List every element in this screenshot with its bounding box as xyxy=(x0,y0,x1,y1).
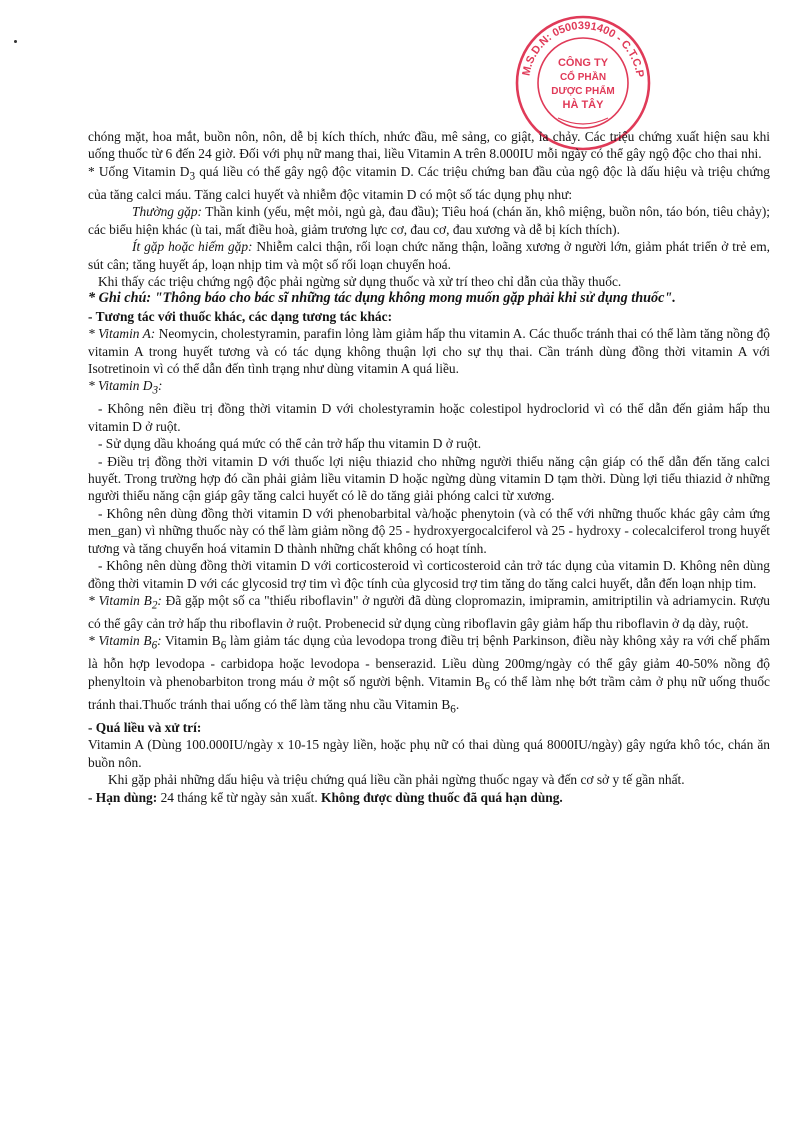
rare-label: Ít gặp hoặc hiếm gặp: xyxy=(132,239,253,255)
expiry-text: 24 tháng kể từ ngày sản xuất. xyxy=(157,789,322,805)
vitamin-a-label: * Vitamin A: xyxy=(88,326,156,342)
scan-speck xyxy=(14,40,17,43)
vitamin-b2-interactions xyxy=(88,592,770,632)
vitamin-d3-sub: 3 xyxy=(152,385,159,398)
vitamin-d-item-2: - Sử dụng dầu khoáng quá mức có thể cản trở hấp thu vitamin D ở ruột. xyxy=(98,436,482,452)
interactions-heading: - Tương tác với thuốc khác, các dạng tương tác khác: xyxy=(88,308,393,324)
common-effects xyxy=(88,203,770,238)
vitamin-b6-sub-3: 6 xyxy=(484,680,491,693)
svg-text:HÀ TÂY: HÀ TÂY xyxy=(562,99,604,111)
overdose-heading: - Quá liều và xử trí: xyxy=(88,720,202,736)
vitamin-a-interactions xyxy=(88,325,770,377)
vitamin-d3-label-line xyxy=(88,377,770,400)
svg-text:CÔNG TY: CÔNG TY xyxy=(557,57,609,69)
vitamin-a-text: Neomycin, cholestyramin, parafin lỏng làm giảm hấp thu vitamin A. Các thuốc tránh thai có thể làm tăng nồng độ vitamin A trong huyết tương và có tác dụng không thuận lợi cho sự thụ thai. Cần tránh dùng đồng thời vitamin A với Isotretinoin vì có thể dẫn đến tình trạng như dùng vitamin A quá liều. xyxy=(88,326,770,376)
stop-instruction: Khi thấy các triệu chứng ngộ độc phải ngừng sử dụng thuốc và xử trí theo chỉ dẫn của thầy thuốc. xyxy=(98,273,622,289)
common-label: Thường gặp: xyxy=(132,204,203,220)
vitamin-b6-text-1: Vitamin B xyxy=(161,633,221,649)
d3-overdose-paragraph xyxy=(88,163,770,203)
vitamin-b6-sub-4: 6 xyxy=(450,703,456,716)
vitamin-d-item-5: - Không nên dùng đồng thời vitamin D với corticosteroid vì corticosteroid cản trở tác dụng của vitamin D. Không nên dùng đồng thời vitamin D với các glycosid trợ tim vì độc tính của glycosid trợ tim tăng do tăng calci huyết, dẫn đến loạn nhịp tim. xyxy=(88,558,770,591)
vitamin-b6-colon: : xyxy=(157,633,162,649)
vitamin-b6-text-4: . xyxy=(455,696,460,712)
vitamin-d-item-1: - Không nên điều trị đồng thời vitamin D với cholestyramin hoặc colestipol hydroclorid vì có thể dẫn đến giảm hấp thu vitamin D ở ruột. xyxy=(88,401,770,434)
vitamin-b2-sub: 2 xyxy=(151,599,158,612)
vitamin-b6-sub: 6 xyxy=(151,640,158,653)
rare-text: Nhiễm calci thận, rối loạn chức năng thận, loãng xương ở người lớn, giảm phát triển ở trẻ em, sút cân; tăng huyết áp, loạn nhịp tim và một số rối loạn chuyển hoá. xyxy=(88,239,770,272)
vitamin-b6-text-2: làm giảm tác dụng của levodopa trong điều trị bệnh Parkinson, điều này không xảy ra với chế phẩm là hỗn hợp levodopa - carbidopa hoặc levodopa - benserazid. Liều dùng 200mg/ngày có thể gây giảm 40-50% nồng độ phenyltoin và phenobarbiton trong máu ở một số người bệnh. Vitamin B xyxy=(88,633,770,689)
vitamin-b2-label: * Vitamin B xyxy=(88,592,152,608)
vitamin-b6-text-3: có thể làm nhẹ bớt trầm cảm ở phụ nữ uống thuốc tránh thai.Thuốc tránh thai uống có thể làm tăng nhu cầu Vitamin B xyxy=(88,673,771,712)
svg-text:CỔ PHẦN: CỔ PHẦN xyxy=(559,72,607,83)
intro-paragraph: chóng mặt, hoa mắt, buồn nôn, nôn, dễ bị kích thích, nhức đầu, mê sảng, co giật, ỉa chảy. Các triệu chứng xuất hiện sau khi uống thuốc từ 6 đến 24 giờ. Đối với phụ nữ mang thai, liều Vitamin A trên 8.000IU mỗi ngày có thể gây ngộ độc cho thai nhi. xyxy=(88,129,770,162)
vitamin-d-item-3: - Điều trị đồng thời vitamin D với thuốc lợi niệu thiazid cho những người thiểu năng cận giáp có thể dẫn đến tăng calci huyết. Trong trường hợp đó cần phải giảm liều vitamin D hoặc ngừng dùng vitamin D tạm thời. Dùng lợi tiểu thiazid ở những người thiểu năng cận giáp gây tăng calci huyết có lẽ do tăng giải phóng calci từ xương. xyxy=(88,453,770,504)
common-text: Thần kinh (yếu, mệt mỏi, ngủ gà, đau đầu); Tiêu hoá (chán ăn, khô miệng, buồn nôn, táo bón, tiêu chảy); các biểu hiện khác (ù tai, mất điều hoà, giảm trương lực cơ, đau cơ, đau xương và dễ bị kích thích). xyxy=(88,204,770,237)
vitamin-d3-colon: : xyxy=(158,378,163,394)
expiry-line xyxy=(88,789,770,806)
vitamin-b6-label: * Vitamin B xyxy=(88,633,152,649)
expiry-warning: Không được dùng thuốc đã quá hạn dùng. xyxy=(321,789,563,805)
svg-text:M.S.D.N: 0500391400 - C.T.C.P: M.S.D.N: 0500391400 - C.T.C.P xyxy=(520,19,646,79)
overdose-paragraph-2: Khi gặp phải những dấu hiệu và triệu chứng quá liều cần phải ngừng thuốc ngay và đến cơ sở y tế gần nhất. xyxy=(108,772,685,788)
vitamin-b6-sub-2: 6 xyxy=(220,640,227,653)
expiry-label: - Hạn dùng: xyxy=(88,789,158,805)
vitamin-b2-colon: : xyxy=(157,592,162,608)
rare-effects xyxy=(88,238,770,273)
overdose-paragraph-1: Vitamin A (Dùng 100.000IU/ngày x 10-15 ngày liền, hoặc phụ nữ có thai dùng quá 8000IU/ngày) gây ngứa khô tóc, chán ăn buồn nôn. xyxy=(88,737,770,770)
d3-overdose-b: quá liều có thể gây ngộ độc vitamin D. Các triệu chứng ban đầu của ngộ độc là dấu hiệu và triệu chứng của tăng calci máu. Tăng calci huyết và nhiễm độc vitamin D có một số tác dụng phụ như: xyxy=(88,163,770,202)
d3-overdose-a: * Uống Vitamin D xyxy=(88,163,190,179)
document-body xyxy=(88,128,770,806)
vitamin-d-item-4: - Không nên dùng đồng thời vitamin D với phenobarbital và/hoặc phenytoin (và có thể với những thuốc khác gây cảm ứng men_gan) vì những thuốc này có thể làm giảm nồng độ 25 - hydroxyergocalciferol và 25 - hydroxy - colecalciferol trong huyết tương và tăng chuyển hoá vitamin D thành những chất không có hoạt tính. xyxy=(88,505,770,556)
vitamin-b6-interactions xyxy=(88,632,770,719)
doctor-note: * Ghi chú: "Thông báo cho bác sĩ những tác dụng không mong muốn gặp phải khi sử dụng thuốc". xyxy=(88,290,676,307)
vitamin-d3-label: * Vitamin D xyxy=(88,378,153,394)
d3-sub: 3 xyxy=(189,170,196,183)
vitamin-b2-text: Đã gặp một số ca "thiếu riboflavin" ở người đã dùng clopromazin, imipramin, amitriptilin và adriamycin. Rượu có thể gây cản trở hấp thu riboflavin ở ruột. Probenecid sử dụng cùng riboflavin gây giảm hấp thu riboflavin ở dạ dày, ruột. xyxy=(88,592,770,631)
svg-text:DƯỢC PHẨM: DƯỢC PHẨM xyxy=(551,86,615,97)
